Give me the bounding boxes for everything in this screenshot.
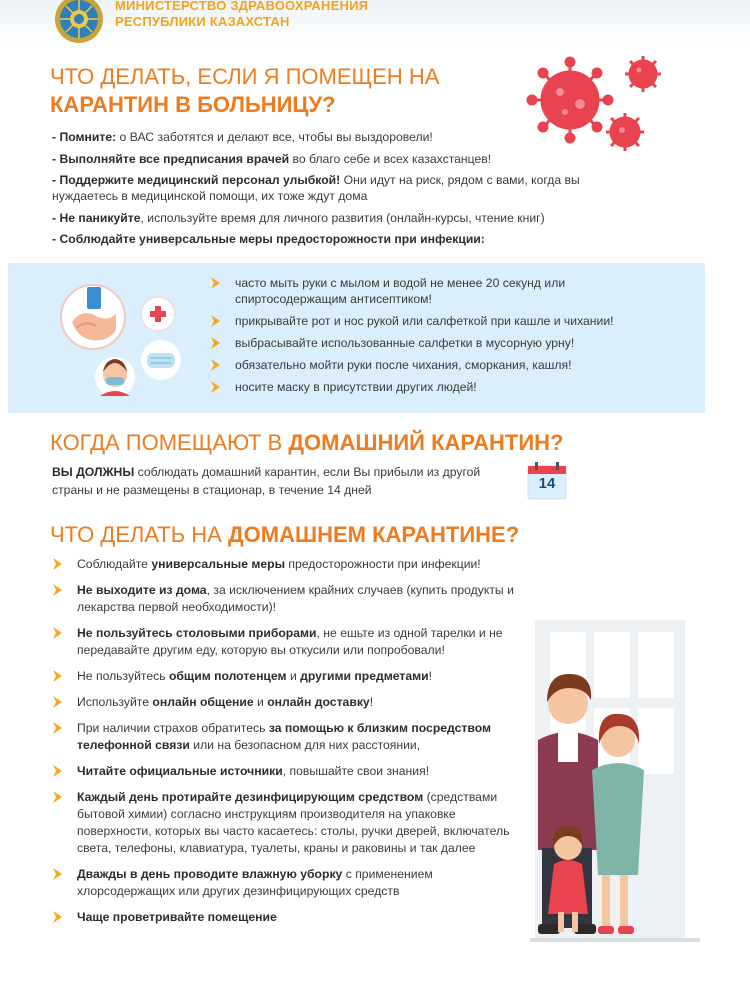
- chevron-right-icon: [52, 695, 66, 709]
- chevron-right-icon: [210, 380, 224, 394]
- home-quarantine-list: [52, 556, 527, 935]
- section2-title: КОГДА ПОМЕЩАЮТ В ДОМАШНИЙ КАРАНТИН?: [50, 430, 564, 455]
- list-item: обязательно мойти руки после чихания, сморкания, кашля!: [210, 357, 680, 373]
- chevron-right-icon: [52, 669, 66, 683]
- list-item: часто мыть руки с мылом и водой не менее 20 секунд или спиртосодержащим антисептиком!: [210, 275, 680, 307]
- list-item: носите маску в присутствии других людей!: [210, 379, 680, 395]
- home-quarantine-paragraph: ВЫ ДОЛЖНЫ соблюдать домашний карантин, если Вы прибыли из другой страны и не размещены в стационар, в течение 14 дней: [52, 465, 481, 497]
- ministry-line2: РЕСПУБЛИКИ КАЗАХСТАН: [115, 14, 290, 29]
- masked-person-icon: [95, 357, 135, 397]
- list-item: Не пользуйтесь общим полотенцем и другими предметами!: [52, 668, 527, 685]
- chevron-right-icon: [52, 764, 66, 778]
- list-item: Читайте официальные источники, повышайте свои знания!: [52, 763, 527, 780]
- hygiene-icons: [60, 282, 190, 402]
- chevron-right-icon: [52, 867, 66, 881]
- section3-title: ЧТО ДЕЛАТЬ НА ДОМАШНЕМ КАРАНТИНЕ?: [50, 522, 520, 547]
- state-emblem-icon: [50, 0, 108, 44]
- chevron-right-icon: [52, 721, 66, 735]
- calendar-day: 14: [538, 475, 556, 492]
- list-item: - Поддержите медицинский персонал улыбкой! Они идут на риск, рядом с вами, когда вы нуждаетесь в медицинской помощи, их тоже ждут дома: [52, 173, 580, 203]
- chevron-right-icon: [210, 358, 224, 372]
- family-illustration: [520, 620, 710, 950]
- list-item: - Помните: о ВАС заботятся и делают все, чтобы вы выздоровели!: [52, 130, 433, 144]
- ministry-name: [115, 0, 368, 30]
- list-item: Не выходите из дома, за исключением крайних случаев (купить продукты и лекарства первой необходимости)!: [52, 582, 527, 616]
- face-mask-icon: [141, 340, 181, 380]
- list-item: Каждый день протирайте дезинфицирующим средством (средствами бытовой химии) согласно инструкциям производителя на упаковке поверхности, которых вы часто касаетесь: столы, ручки дверей, включатель света, телефоны, клавиатура, туалеты, краны и раковины и так далее: [52, 789, 527, 857]
- hospital-advice-list: [52, 129, 632, 253]
- list-item: выбрасывайте использованные салфетки в мусорную урну!: [210, 335, 680, 351]
- chevron-right-icon: [52, 557, 66, 571]
- header-band: [0, 0, 750, 44]
- list-item: Соблюдайте универсальные меры предосторожности при инфекции!: [52, 556, 527, 573]
- list-item: Используйте онлайн общение и онлайн доставку!: [52, 694, 527, 711]
- list-item: Дважды в день проводите влажную уборку с применением хлорсодержащих или других дезинфицирующих средств: [52, 866, 527, 900]
- chevron-right-icon: [52, 910, 66, 924]
- hygiene-list: [210, 275, 680, 401]
- chevron-right-icon: [52, 626, 66, 640]
- list-item: Чаще проветривайте помещение: [52, 909, 527, 926]
- list-item: прикрывайте рот и нос рукой или салфеткой при кашле и чихании!: [210, 313, 680, 329]
- chevron-right-icon: [210, 336, 224, 350]
- hand-washing-icon: [61, 285, 125, 349]
- list-item: - Выполняйте все предписания врачей во благо себе и всех казахстанцев!: [52, 151, 492, 166]
- medical-cross-icon: [141, 297, 175, 331]
- list-item: Не пользуйтесь столовыми приборами, не ешьте из одной тарелки и не передавайте другим еду, которую вы откусили или попробовали!: [52, 625, 527, 659]
- list-item: При наличии страхов обратитесь за помощью к близким посредством телефонной связи или на безопасном для них расстоянии,: [52, 720, 527, 754]
- section1-title-line1: ЧТО ДЕЛАТЬ, ЕСЛИ Я ПОМЕЩЕН НА: [50, 64, 440, 89]
- ministry-line1: МИНИСТЕРСТВО ЗДРАВООХРАНЕНИЯ: [115, 0, 369, 13]
- chevron-right-icon: [210, 276, 224, 290]
- list-item: - Не паникуйте, используйте время для личного развития (онлайн-курсы, чтение книг): [52, 210, 545, 225]
- section1-title-line2: КАРАНТИН В БОЛЬНИЦУ?: [50, 92, 336, 117]
- chevron-right-icon: [52, 583, 66, 597]
- chevron-right-icon: [52, 790, 66, 804]
- list-item: - Соблюдайте универсальные меры предосторожности при инфекции:: [52, 232, 485, 246]
- chevron-right-icon: [210, 314, 224, 328]
